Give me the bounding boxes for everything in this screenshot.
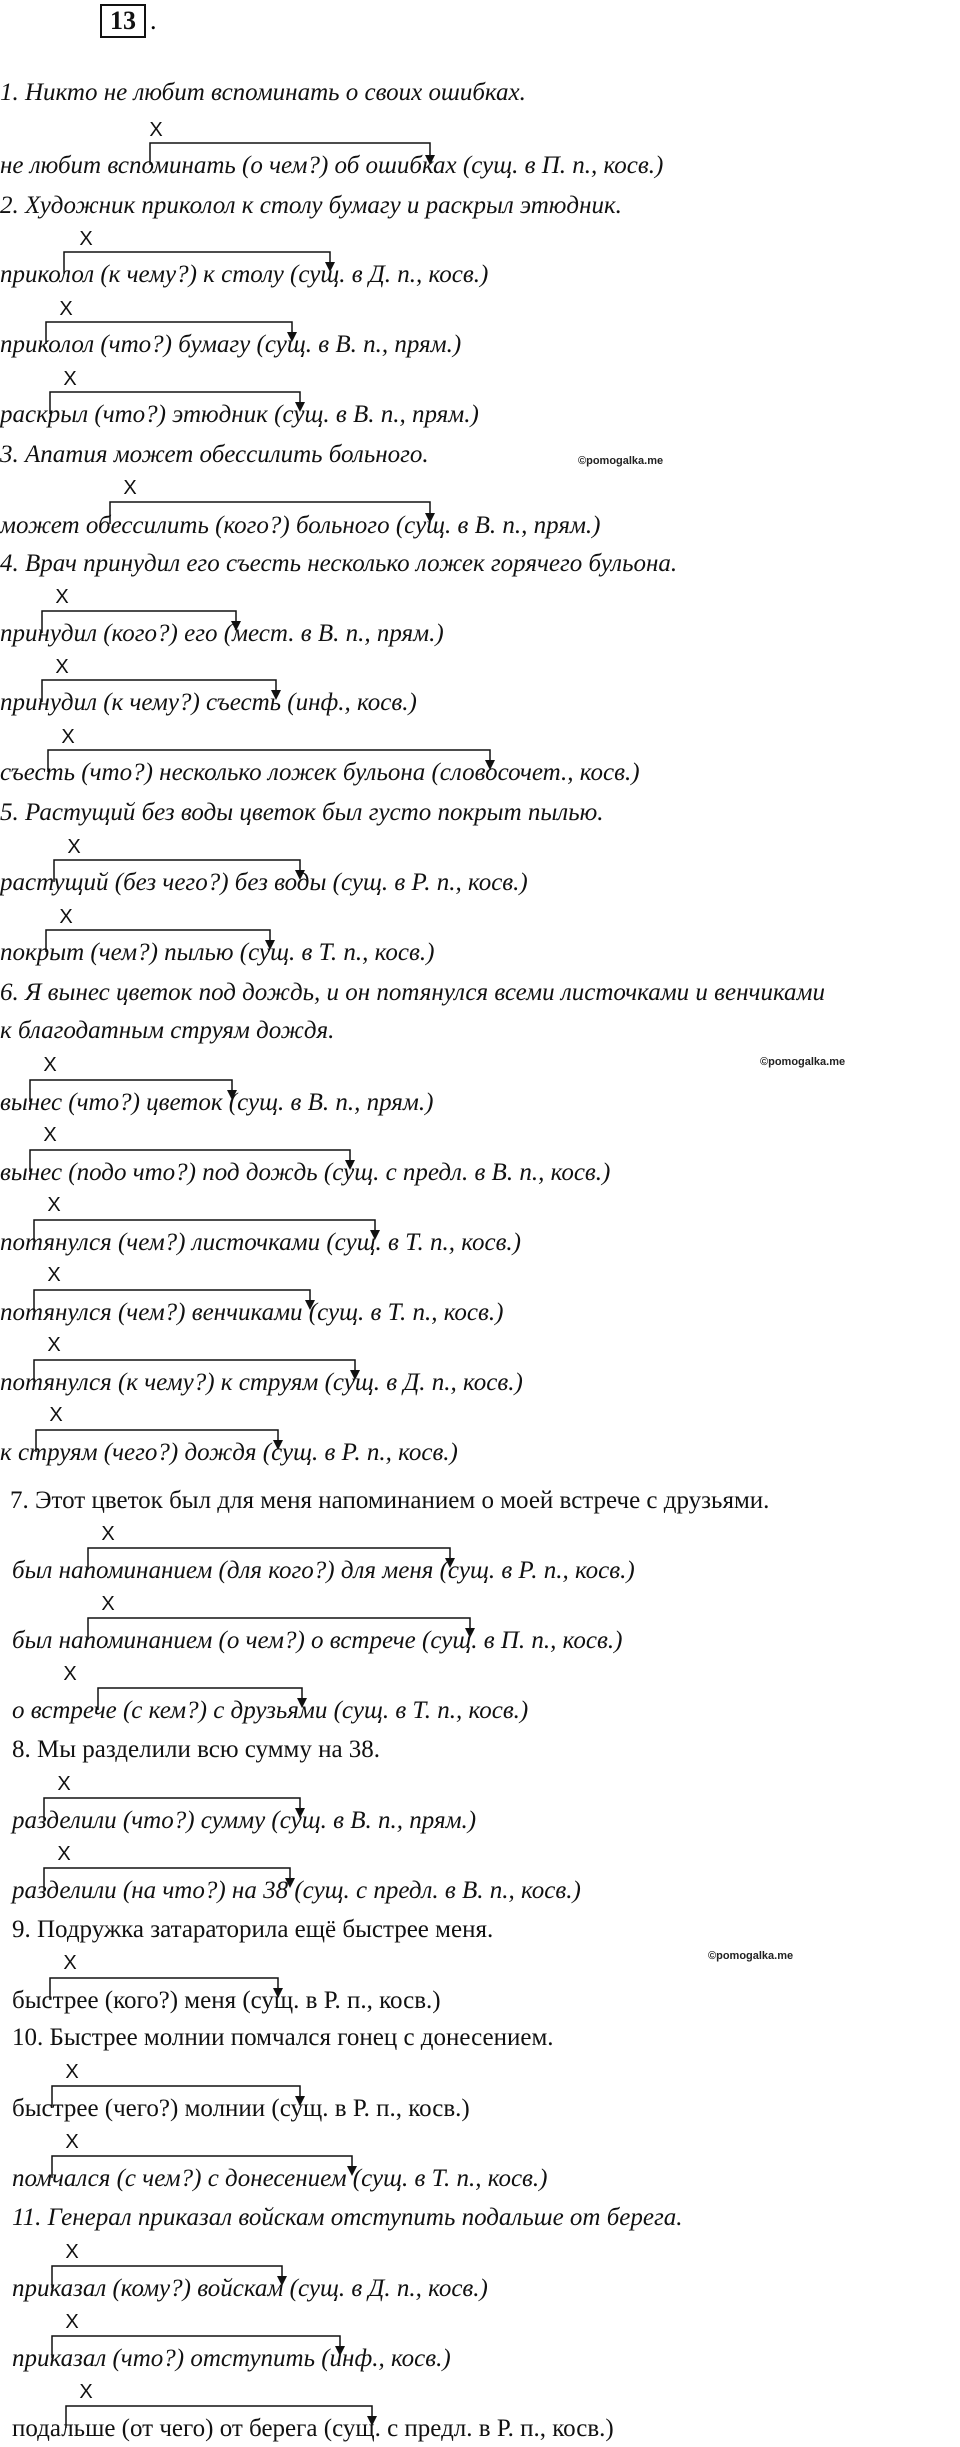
- watermark: ©pomogalka.me: [578, 455, 664, 467]
- phrase-10a: быстрее (чего?) молнии (сущ. в Р. п., косв.): [12, 2095, 470, 2122]
- number-dot: .: [150, 6, 157, 35]
- phrase-11c: подальше (от чего) от берега (сущ. с предл. в Р. п., косв.): [12, 2415, 614, 2442]
- sentence-11: 11. Генерал приказал войскам отступить подальше от берега.: [12, 2204, 683, 2231]
- exercise-number: 13: [100, 4, 146, 38]
- sentence-4: 4. Врач принудил его съесть несколько ложек горячего бульона.: [0, 550, 678, 577]
- x-mark: X: [63, 368, 77, 390]
- phrase-4b: принудил (к чему?) съесть (инф., косв.): [0, 689, 417, 716]
- phrase-6e: потянулся (к чему?) к струям (сущ. в Д. п., косв.): [0, 1369, 523, 1396]
- phrase-9a: быстрее (кого?) меня (сущ. в Р. п., косв.): [12, 1987, 441, 2014]
- sentence-6-cont: к благодатным струям дождя.: [0, 1017, 335, 1044]
- x-mark: X: [49, 1404, 63, 1426]
- phrase-6b: вынес (подо что?) под дождь (сущ. с предл. в В. п., косв.): [0, 1159, 611, 1186]
- phrase-5b: покрыт (чем?) пылью (сущ. в Т. п., косв.): [0, 939, 435, 966]
- x-mark: X: [47, 1264, 61, 1286]
- sentence-6: 6. Я вынес цветок под дождь, и он потянулся всеми листочками и венчиками: [0, 979, 825, 1006]
- x-mark: X: [59, 906, 73, 928]
- phrase-11a: приказал (кому?) войскам (сущ. в Д. п., косв.): [12, 2275, 488, 2302]
- x-mark: X: [57, 1773, 71, 1795]
- watermark: ©pomogalka.me: [760, 1056, 846, 1068]
- x-mark: X: [59, 298, 73, 320]
- phrase-3a: может обессилить (кого?) больного (сущ. в В. п., прям.): [0, 512, 601, 539]
- phrase-6d: потянулся (чем?) венчиками (сущ. в Т. п., косв.): [0, 1299, 504, 1326]
- phrase-7c: о встрече (с кем?) с друзьями (сущ. в Т. п., косв.): [12, 1697, 529, 1724]
- x-mark: X: [67, 836, 81, 858]
- sentence-7: 7. Этот цветок был для меня напоминанием о моей встрече с друзьями.: [10, 1487, 770, 1514]
- phrase-1a: не любит вспоминать (о чем?) об ошибках (сущ. в П. п., косв.): [0, 152, 664, 179]
- x-mark: X: [63, 1663, 77, 1685]
- phrase-6a: вынес (что?) цветок (сущ. в В. п., прям.): [0, 1089, 434, 1116]
- x-mark: X: [65, 2061, 79, 2083]
- phrase-7a: был напоминанием (для кого?) для меня (сущ. в Р. п., косв.): [12, 1557, 635, 1584]
- x-mark: X: [123, 477, 137, 499]
- x-mark: X: [43, 1124, 57, 1146]
- sentence-2: 2. Художник приколол к столу бумагу и раскрыл этюдник.: [0, 192, 622, 219]
- x-mark: X: [61, 726, 75, 748]
- x-mark: X: [79, 228, 93, 250]
- x-mark: X: [101, 1593, 115, 1615]
- phrase-4a: принудил (кого?) его (мест. в В. п., прям.): [0, 620, 444, 647]
- phrase-2c: раскрыл (что?) этюдник (сущ. в В. п., прям.): [0, 401, 479, 428]
- x-mark: X: [47, 1194, 61, 1216]
- x-mark: X: [101, 1523, 115, 1545]
- x-mark: X: [47, 1334, 61, 1356]
- x-mark: X: [149, 119, 163, 141]
- phrase-10b: помчался (с чем?) с донесением (сущ. в Т. п., косв.): [12, 2165, 548, 2192]
- phrase-11b: приказал (что?) отступить (инф., косв.): [12, 2345, 451, 2372]
- sentence-8: 8. Мы разделили всю сумму на 38.: [12, 1736, 381, 1763]
- x-mark: X: [65, 2241, 79, 2263]
- phrase-2b: приколол (что?) бумагу (сущ. в В. п., прям.): [0, 331, 462, 358]
- x-mark: X: [79, 2381, 93, 2403]
- x-mark: X: [55, 656, 69, 678]
- sentence-9: 9. Подружка затараторила ещё быстрее меня.: [12, 1916, 494, 1943]
- phrase-8b: разделили (на что?) на 38 (сущ. с предл. в В. п., косв.): [12, 1877, 581, 1904]
- x-mark: X: [65, 2131, 79, 2153]
- x-mark: X: [43, 1054, 57, 1076]
- sentence-5: 5. Растущий без воды цветок был густо покрыт пылью.: [0, 799, 604, 826]
- phrase-4c: съесть (что?) несколько ложек бульона (словосочет., косв.): [0, 759, 640, 786]
- phrase-6c: потянулся (чем?) листочками (сущ. в Т. п., косв.): [0, 1229, 522, 1256]
- x-mark: X: [65, 2311, 79, 2333]
- sentence-3: 3. Апатия может обессилить больного.: [0, 441, 429, 468]
- sentence-1: 1. Никто не любит вспоминать о своих ошибках.: [0, 79, 526, 106]
- phrase-6f: к струям (чего?) дождя (сущ. в Р. п., косв.): [0, 1439, 458, 1466]
- x-mark: X: [57, 1843, 71, 1865]
- watermark: ©pomogalka.me: [708, 1950, 794, 1962]
- x-mark: X: [55, 586, 69, 608]
- phrase-2a: приколол (к чему?) к столу (сущ. в Д. п., косв.): [0, 261, 489, 288]
- sentence-10: 10. Быстрее молнии помчался гонец с донесением.: [12, 2024, 554, 2051]
- phrase-8a: разделили (что?) сумму (сущ. в В. п., прям.): [12, 1807, 477, 1834]
- phrase-5a: растущий (без чего?) без воды (сущ. в Р. п., косв.): [0, 869, 528, 896]
- phrase-7b: был напоминанием (о чем?) о встрече (сущ. в П. п., косв.): [12, 1627, 623, 1654]
- x-mark: X: [63, 1952, 77, 1974]
